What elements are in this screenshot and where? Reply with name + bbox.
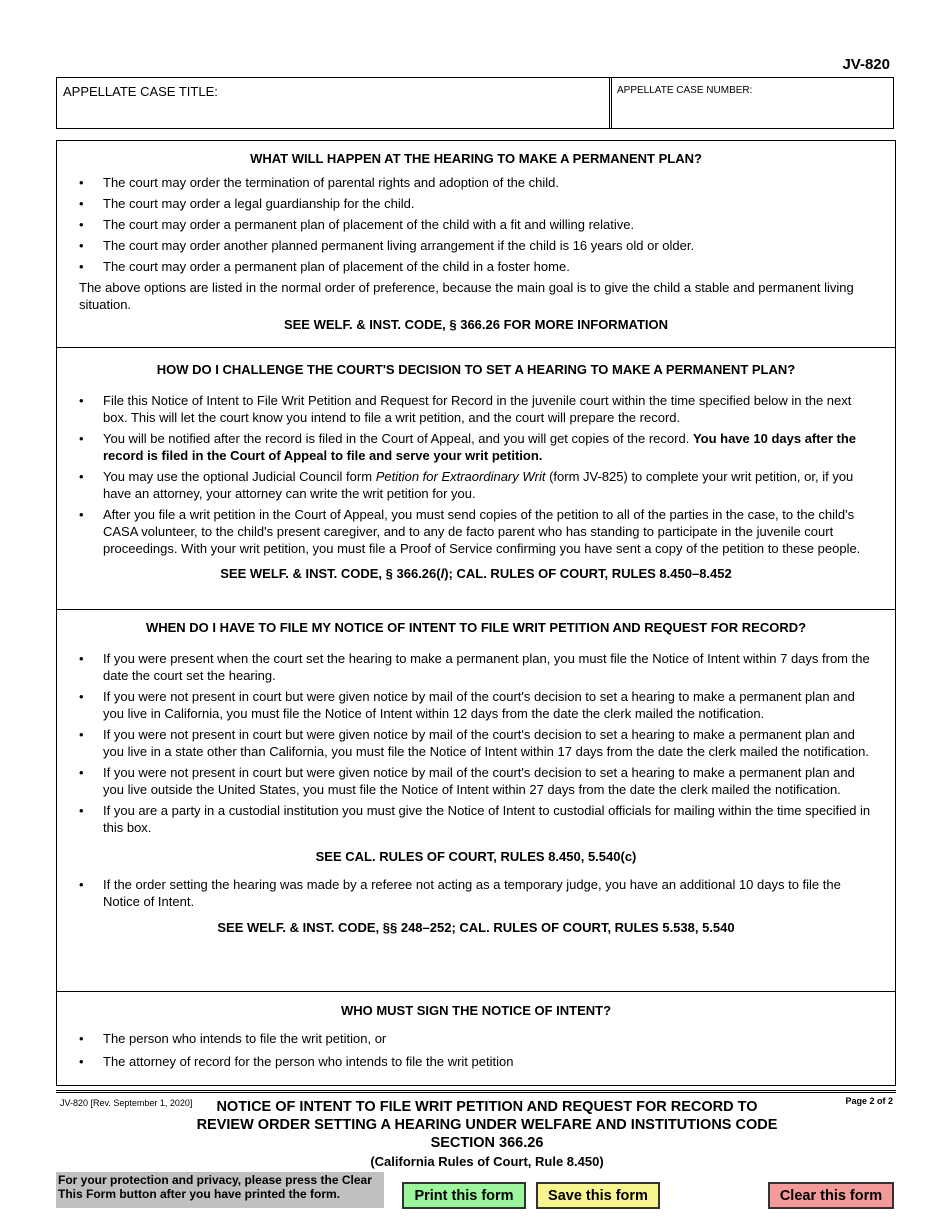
section-reference: SEE WELF. & INST. CODE, § 366.26(l); CAL. RULES OF COURT, RULES 8.450–8.452 xyxy=(220,566,732,581)
section-reference: SEE CAL. RULES OF COURT, RULES 8.450, 5.540(c) xyxy=(315,849,637,864)
list-item: • The court may order a permanent plan of placement of the child in a foster home. xyxy=(57,258,895,275)
list-item: • The person who intends to file the writ petition, or xyxy=(57,1030,895,1047)
appellate-case-number-field[interactable] xyxy=(612,78,893,128)
form-id: JV-820 xyxy=(842,56,890,73)
section-heading: WHAT WILL HAPPEN AT THE HEARING TO MAKE A PERMANENT PLAN? xyxy=(250,151,702,166)
list-item: • The court may order a permanent plan of placement of the child with a fit and willing relative. xyxy=(57,216,895,233)
info-box xyxy=(56,140,896,1086)
list-item: • If you were not present in court but were given notice by mail of the court's decision to set a hearing to make a permanent plan and you live in California, you must file the Notice of Intent within 12 days from the date the clerk mailed the notification. xyxy=(57,688,895,722)
list-item-text: You may use the optional Judicial Council form xyxy=(103,469,373,484)
list-item: • The court may order a legal guardianship for the child. xyxy=(57,195,895,212)
list-item xyxy=(57,430,895,464)
list-item-text: (form JV-825) to complete your writ petition, or, if you have an attorney, your attorney can write the writ petition for you. xyxy=(103,469,854,501)
list-item: • If you are a party in a custodial institution you must give the Notice of Intent to custodial officials for mailing within the time specified in this box. xyxy=(57,802,895,836)
list-item: • After you file a writ petition in the Court of Appeal, you must send copies of the petition to all of the parties in the case, to the child's CASA volunteer, to the child's present caregiver, and to any de facto parent who has standing to participate in the juvenile court proceedings. With your writ petition, you must file a Proof of Service confirming you have sent a copy of the petition to these people. xyxy=(57,506,895,557)
form-subtitle: (California Rules of Court, Rule 8.450) xyxy=(370,1154,604,1169)
case-header xyxy=(56,77,894,129)
list-item-text: You will be notified after the record is filed in the Court of Appeal, and you will get copies of the record. xyxy=(103,431,690,446)
list-item: • If you were not present in court but were given notice by mail of the court's decision to set a hearing to make a permanent plan and you live in a state other than California, you must file the Notice of Intent within 17 days from the date the clerk mailed the notification. xyxy=(57,726,895,760)
section-filing-deadlines xyxy=(57,609,895,993)
list-item: • The court may order another planned permanent living arrangement if the child is 16 years old or older. xyxy=(57,237,895,254)
form-title: NOTICE OF INTENT TO FILE WRIT PETITION AND REQUEST FOR RECORD TO REVIEW ORDER SETTING A HEARING UNDER WELFARE AND INSTITUTIONS CODE SECTION 366.26 xyxy=(196,1099,778,1151)
section-heading: WHO MUST SIGN THE NOTICE OF INTENT? xyxy=(340,1003,612,1018)
list-item: • The attorney of record for the person who intends to file the writ petition xyxy=(57,1053,895,1070)
appellate-case-title-field[interactable] xyxy=(57,78,612,128)
section-who-signs xyxy=(57,991,895,1086)
appellate-case-number-label: APPELLATE CASE NUMBER: xyxy=(617,85,753,96)
save-form-button[interactable]: Save this form xyxy=(536,1182,660,1209)
appellate-case-title-label: APPELLATE CASE TITLE: xyxy=(63,84,218,99)
list-item xyxy=(57,468,895,502)
section-challenge-decision xyxy=(57,347,895,611)
page-number: Page 2 of 2 xyxy=(845,1096,893,1106)
section-hearing-plan xyxy=(57,141,895,348)
form-name-italic: Petition for Extraordinary Writ xyxy=(375,469,546,484)
clear-form-button[interactable]: Clear this form xyxy=(768,1182,894,1209)
section-reference: SEE WELF. & INST. CODE, § 366.26 FOR MORE INFORMATION xyxy=(283,317,669,332)
list-item-emphasis: You have 10 days after the record is filed in the Court of Appeal to file and serve your writ petition. xyxy=(103,431,856,463)
section-heading: WHEN DO I HAVE TO FILE MY NOTICE OF INTENT TO FILE WRIT PETITION AND REQUEST FOR RECORD? xyxy=(145,620,807,635)
footer-divider xyxy=(56,1090,896,1093)
privacy-notice: For your protection and privacy, please press the Clear This Form button after you have printed the form. xyxy=(56,1172,384,1208)
section-heading: HOW DO I CHALLENGE THE COURT'S DECISION TO SET A HEARING TO MAKE A PERMANENT PLAN? xyxy=(156,362,796,377)
list-item: • If you were not present in court but were given notice by mail of the court's decision to set a hearing to make a permanent plan and you live outside the United States, you must file the Notice of Intent within 27 days from the date the clerk mailed the notification. xyxy=(57,764,895,798)
print-form-button[interactable]: Print this form xyxy=(402,1182,526,1209)
list-item: • If the order setting the hearing was made by a referee not acting as a temporary judge, you have an additional 10 days to file the Notice of Intent. xyxy=(57,876,895,910)
section-reference: SEE WELF. & INST. CODE, §§ 248–252; CAL. RULES OF COURT, RULES 5.538, 5.540 xyxy=(217,920,735,935)
form-revision: JV-820 [Rev. September 1, 2020] xyxy=(60,1098,193,1108)
preference-note: The above options are listed in the normal order of preference, because the main goal is to give the child a stable and permanent living situation. xyxy=(79,280,854,312)
list-item: • File this Notice of Intent to File Writ Petition and Request for Record in the juvenile court within the time specified below in the next box. This will let the court know you intend to file a writ petition, and the court will prepare the record. xyxy=(57,392,895,426)
list-item: • The court may order the termination of parental rights and adoption of the child. xyxy=(57,174,895,191)
list-item: • If you were present when the court set the hearing to make a permanent plan, you must file the Notice of Intent within 7 days from the date the court set the hearing. xyxy=(57,650,895,684)
